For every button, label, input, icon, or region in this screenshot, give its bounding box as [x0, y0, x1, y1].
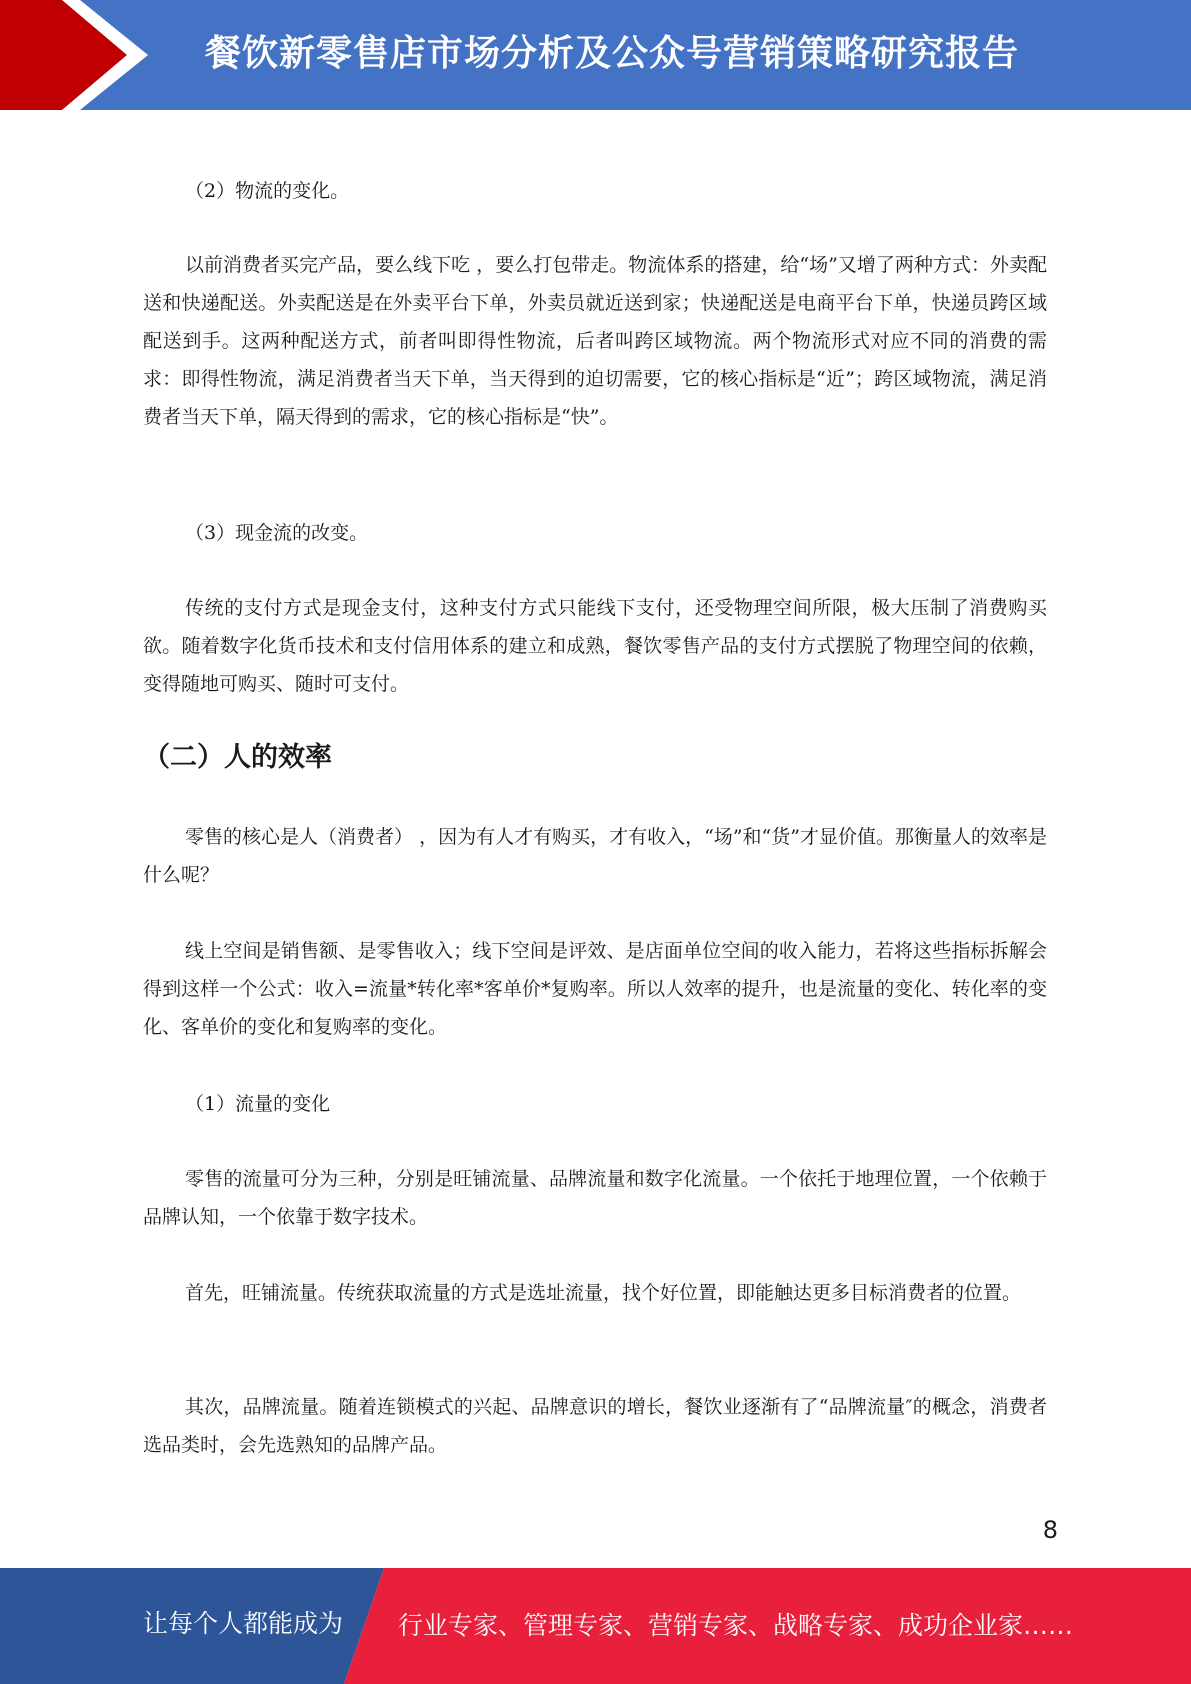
paragraph-cashflow: 传统的支付方式是现金支付，这种支付方式只能线下支付，还受物理空间所限，极大压制了消费购买欲。随着数字化货币技术和支付信用体系的建立和成熟，餐饮零售产品的支付方式摆脱了物理空间的依赖，变得随地可购买、随时可支付。	[143, 597, 1047, 695]
header-arrow-decoration	[0, 0, 160, 110]
paragraph-revenue-formula: 线上空间是销售额、是零售收入；线下空间是评效、是店面单位空间的收入能力，若将这些指标拆解会得到这样一个公式：收入=流量*转化率*客单价*复购率。所以人效率的提升，也是流量的变化、转化率的变化、客单价的变化和复购率的变化。	[143, 940, 1047, 1038]
page-footer	[0, 1568, 1191, 1684]
paragraph-brand-traffic: 其次，品牌流量。随着连锁模式的兴起、品牌意识的增长，餐饮业逐渐有了“品牌流量″的概念，消费者选品类时，会先选熟知的品牌产品。	[143, 1396, 1047, 1456]
section-title-people-efficiency: （二）人的效率	[143, 742, 332, 773]
subheading-logistics: （2）物流的变化。	[185, 180, 350, 202]
footer-slogan-right: 行业专家、管理专家、营销专家、战略专家、成功企业家……	[398, 1611, 1074, 1640]
page-header	[0, 0, 1191, 110]
footer-slogan-left: 让每个人都能成为	[143, 1609, 344, 1638]
subheading-cashflow: （3）现金流的改变。	[185, 522, 369, 544]
paragraph-retail-core: 零售的核心是人（消费者） ，因为有人才有购买，才有收入，“场”和“货”才显价值。那衡量人的效率是什么呢？	[143, 826, 1047, 886]
paragraph-traffic-types: 零售的流量可分为三种，分别是旺铺流量、品牌流量和数字化流量。一个依托于地理位置，一个依赖于品牌认知，一个依靠于数字技术。	[143, 1168, 1047, 1228]
page-number: 8	[1042, 1516, 1058, 1544]
paragraph-logistics: 以前消费者买完产品，要么线下吃 ，要么打包带走。物流体系的搭建，给“场”又增了两种方式：外卖配送和快递配送。外卖配送是在外卖平台下单，外卖员就近送到家；快递配送是电商平台下单，快递员跨区域配送到手。这两种配送方式，前者叫即得性物流，后者叫跨区域物流。两个物流形式对应不同的消费的需求：即得性物流，满足消费者当天下单，当天得到的迫切需要，它的核心指标是“近”；跨区域物流，满足消费者当天下单，隔天得到的需求，它的核心指标是“快”。	[143, 254, 1047, 428]
report-title: 餐饮新零售店市场分析及公众号营销策略研究报告	[205, 33, 1020, 74]
subheading-traffic: （1）流量的变化	[185, 1093, 331, 1115]
paragraph-shop-traffic: 首先，旺铺流量。传统获取流量的方式是选址流量，找个好位置，即能触达更多目标消费者的位置。	[185, 1282, 1022, 1304]
